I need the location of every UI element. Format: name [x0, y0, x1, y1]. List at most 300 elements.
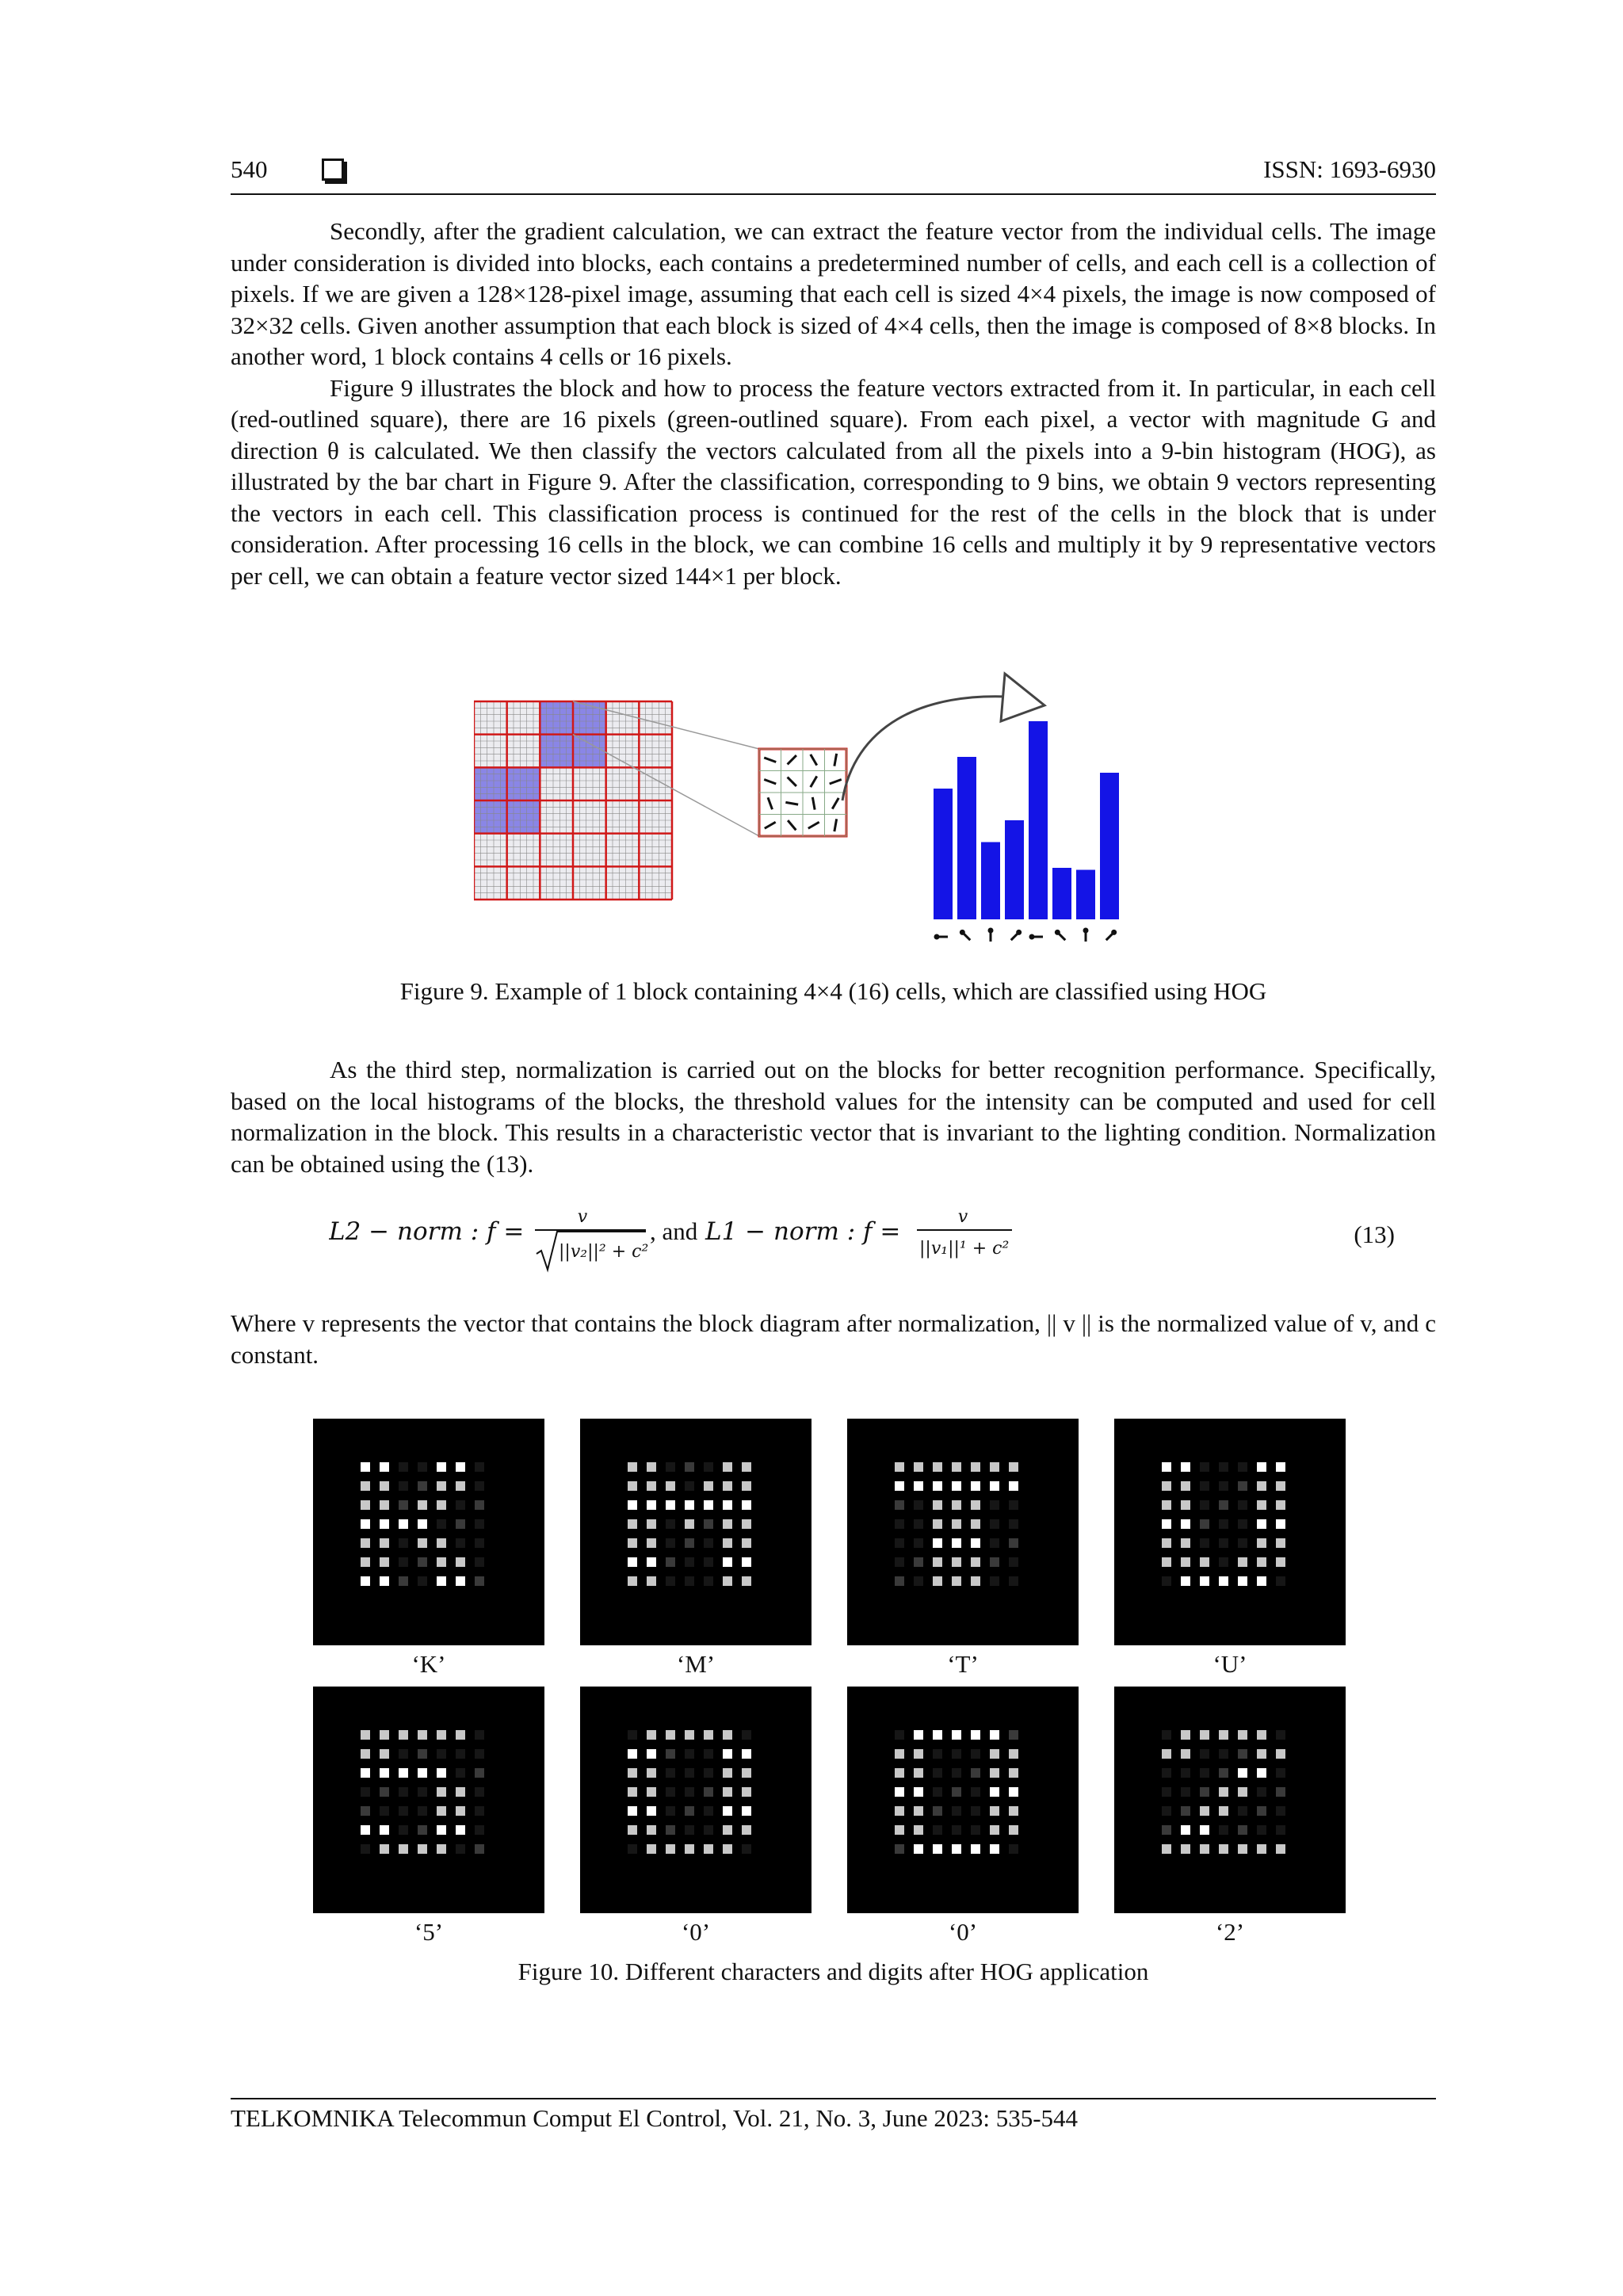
hog-cell-dot [628, 1576, 637, 1586]
hog-cell-dot [628, 1538, 637, 1548]
hog-cell-dot [914, 1538, 923, 1548]
hog-cell-dot [933, 1481, 942, 1491]
hog-cell-dot [380, 1557, 389, 1567]
hog-cell-dot [1257, 1519, 1266, 1529]
hog-cell-dot [971, 1768, 980, 1778]
hog-cell-dot [704, 1730, 713, 1740]
curved-arrow [842, 697, 1021, 800]
hog-cell-dot [685, 1825, 694, 1835]
hog-cell-dot [647, 1844, 656, 1854]
hog-cell-dot [914, 1844, 923, 1854]
hog-cell-dot [971, 1462, 980, 1472]
hog-cell-dot [475, 1844, 484, 1854]
hog-cell-dot [628, 1749, 637, 1759]
hog-cell-dot [1181, 1538, 1190, 1548]
paragraph-1: Secondly, after the gradient calculation, we can extract the feature vector from the individual cells. The image under consideration is divided into blocks, each contains a predetermined number of cells, and each cell is a collection of pixels. If we are given a 128×128-pixel image, assuming that each cell is sized 4×4 pixels, the image is now composed of 32×32 cells. Given another assumption that each block is sized of 4×4 cells, then the image is composed of 8×8 blocks. In another word, 1 block contains 4 cells or 16 pixels. [231, 217, 1436, 370]
hog-cell-dot [418, 1787, 427, 1797]
hog-cell-dot [418, 1806, 427, 1816]
hog-cell-dot [704, 1825, 713, 1835]
hog-cell-dot [723, 1557, 732, 1567]
hog-cell-dot [1200, 1519, 1209, 1529]
hog-cell-dot [952, 1787, 961, 1797]
hog-cell-dot [1276, 1538, 1285, 1548]
hog-cell-dot [418, 1844, 427, 1854]
hog-cell-dot [1181, 1519, 1190, 1529]
hog-cell-dot [380, 1538, 389, 1548]
l2-norm-lhs: L2 − norm : f = [329, 1217, 525, 1246]
l1-denominator: ||v₁||¹ + c² [919, 1239, 1010, 1259]
hog-cell-dot [704, 1462, 713, 1472]
hog-cell-dot [933, 1806, 942, 1816]
paragraph-3: As the third step, normalization is carried out on the blocks for better recognition performance. Specifically, based on the local histograms of the blocks, the threshold values for the intensity can be computed and used for cell normalization in the block. This results in a characteristic vector that is invariant to the lighting condition. Normalization can be obtained using the (13). [231, 1056, 1436, 1178]
hog-cell-dot [971, 1576, 980, 1586]
hog-cell-dot [704, 1557, 713, 1567]
hog-cell-dot [380, 1576, 389, 1586]
hog-dot-pattern [847, 1687, 1079, 1913]
hog-cell-dot [666, 1481, 675, 1491]
hog-cell-dot [380, 1787, 389, 1797]
hog-character-image [580, 1419, 812, 1645]
hog-cell-dot [437, 1538, 446, 1548]
hog-cell-dot [437, 1557, 446, 1567]
hog-cell-dot [1162, 1538, 1171, 1548]
hog-cell-dot [628, 1844, 637, 1854]
hog-cell-dot [952, 1462, 961, 1472]
hog-cell-dot [1181, 1576, 1190, 1586]
hog-cell-dot [990, 1730, 999, 1740]
hog-cell-dot [914, 1730, 923, 1740]
hog-cell-dot [1238, 1500, 1247, 1510]
hog-cell-dot [437, 1462, 446, 1472]
hog-cell-dot [742, 1787, 751, 1797]
hog-cell-dot [990, 1768, 999, 1778]
l1-norm-lhs: L1 − norm : f = [705, 1217, 901, 1246]
hog-cell-dot [437, 1768, 446, 1778]
hog-cell-dot [704, 1787, 713, 1797]
hog-cell-dot [628, 1825, 637, 1835]
hog-cell-dot [1219, 1538, 1228, 1548]
hog-cell-dot [399, 1557, 408, 1567]
page-header [231, 152, 1436, 192]
hog-cell-dot [1200, 1730, 1209, 1740]
hog-cell-dot [1219, 1481, 1228, 1491]
hog-cell-dot [628, 1557, 637, 1567]
hog-cell-dot [742, 1844, 751, 1854]
hog-cell-dot [437, 1787, 446, 1797]
hog-cell-dot [361, 1749, 370, 1759]
hog-cell-dot [1181, 1730, 1190, 1740]
hog-cell-dot [971, 1481, 980, 1491]
hog-cell-dot [685, 1749, 694, 1759]
hog-cell-dot [1009, 1768, 1018, 1778]
hog-cell-dot [475, 1576, 484, 1586]
hog-cell-dot [971, 1500, 980, 1510]
hog-cell-dot [456, 1500, 465, 1510]
hog-cell-dot [895, 1481, 904, 1491]
hog-cell-dot [990, 1844, 999, 1854]
hog-cell-dot [399, 1730, 408, 1740]
hog-cell-dot [1238, 1519, 1247, 1529]
hog-cell-dot [1181, 1768, 1190, 1778]
hog-cell-dot [647, 1462, 656, 1472]
hog-cell-dot [971, 1787, 980, 1797]
hog-cell-dot [456, 1787, 465, 1797]
hog-cell-dot [952, 1730, 961, 1740]
hog-cell-dot [1276, 1787, 1285, 1797]
hog-cell-dot [914, 1806, 923, 1816]
hog-cell-dot [1181, 1787, 1190, 1797]
hog-cell-dot [380, 1462, 389, 1472]
hog-cell-dot [361, 1768, 370, 1778]
hog-cell-dot [1276, 1730, 1285, 1740]
hog-cell-dot [1162, 1730, 1171, 1740]
page-number: 540 [231, 155, 268, 183]
hog-cell-dot [456, 1730, 465, 1740]
hog-cell-dot [1219, 1519, 1228, 1529]
hog-cell-dot [723, 1825, 732, 1835]
hog-cell-dot [990, 1749, 999, 1759]
hog-cell-dot [895, 1787, 904, 1797]
hog-cell-dot [361, 1825, 370, 1835]
hog-cell-dot [1257, 1749, 1266, 1759]
hog-character-image [580, 1687, 812, 1913]
hog-cell-dot [895, 1462, 904, 1472]
hog-cell-dot [666, 1519, 675, 1529]
highlighted-cell [474, 800, 507, 834]
hog-cell-dot [666, 1768, 675, 1778]
hog-cell-dot [1238, 1576, 1247, 1586]
hog-cell-dot [685, 1557, 694, 1567]
character-label: ‘K’ [411, 1650, 446, 1678]
hog-cell-dot [990, 1538, 999, 1548]
hog-histogram-bars [934, 721, 1119, 919]
hog-cell-dot [1181, 1825, 1190, 1835]
figure-10-grid [313, 1419, 1343, 1946]
hog-cell-dot [418, 1538, 427, 1548]
hog-cell-dot [723, 1844, 732, 1854]
hog-cell-dot [742, 1481, 751, 1491]
hog-cell-dot [1238, 1481, 1247, 1491]
hog-cell-dot [914, 1787, 923, 1797]
hog-cell-dot [1257, 1730, 1266, 1740]
hog-cell-dot [647, 1749, 656, 1759]
hog-cell-dot [990, 1787, 999, 1797]
hog-cell-dot [914, 1481, 923, 1491]
hog-cell-dot [666, 1500, 675, 1510]
hog-cell-dot [628, 1768, 637, 1778]
hog-cell-dot [456, 1844, 465, 1854]
hog-cell-dot [437, 1749, 446, 1759]
histogram-bar [981, 842, 1000, 920]
hog-cell-dot [628, 1481, 637, 1491]
hog-cell-dot [437, 1844, 446, 1854]
hog-cell-dot [952, 1557, 961, 1567]
hog-cell-dot [742, 1768, 751, 1778]
hog-cell-dot [952, 1825, 961, 1835]
hog-cell-dot [742, 1825, 751, 1835]
where-paragraph [231, 1308, 1436, 1370]
hog-cell-dot [685, 1538, 694, 1548]
hog-cell-dot [952, 1768, 961, 1778]
equation-13-formula [329, 1205, 1121, 1280]
hog-cell-dot [971, 1538, 980, 1548]
hog-cell-dot [418, 1481, 427, 1491]
character-label: ‘M’ [676, 1650, 716, 1678]
hog-cell-dot [361, 1844, 370, 1854]
hog-cell-dot [952, 1519, 961, 1529]
hog-cell-dot [1219, 1844, 1228, 1854]
hog-cell-dot [475, 1730, 484, 1740]
hog-cell-dot [380, 1806, 389, 1816]
hog-cell-dot [723, 1462, 732, 1472]
hog-cell-dot [380, 1730, 389, 1740]
header-rule [231, 193, 1436, 195]
hog-cell-dot [895, 1557, 904, 1567]
hog-cell-dot [1238, 1844, 1247, 1854]
hog-cell-dot [628, 1787, 637, 1797]
hog-cell-dot [1009, 1462, 1018, 1472]
hog-character-image [313, 1687, 544, 1913]
hog-cell-dot [1257, 1844, 1266, 1854]
hog-cell-dot [1009, 1519, 1018, 1529]
hog-cell-dot [361, 1557, 370, 1567]
hog-cell-dot [1257, 1768, 1266, 1778]
histogram-bar [1100, 773, 1119, 919]
hog-cell-dot [685, 1500, 694, 1510]
hog-cell-dot [704, 1806, 713, 1816]
hog-cell-dot [723, 1768, 732, 1778]
paragraph-4: Where v represents the vector that contains the block diagram after normalization, || v || is the normalized value of v, and c constant. [231, 1309, 1436, 1369]
hog-cell-dot [1219, 1500, 1228, 1510]
hog-cell-dot [1219, 1730, 1228, 1740]
hog-cell-dot [1181, 1500, 1190, 1510]
hog-cell-dot [399, 1538, 408, 1548]
hog-cell-dot [1162, 1519, 1171, 1529]
histogram-bar [1052, 868, 1071, 919]
hog-cell-dot [418, 1768, 427, 1778]
highlighted-cell [573, 701, 606, 735]
highlighted-cell [507, 800, 540, 834]
hog-cell-dot [895, 1749, 904, 1759]
hog-cell-dot [723, 1787, 732, 1797]
hog-cell-dot [647, 1576, 656, 1586]
hog-cell-dot [685, 1481, 694, 1491]
hog-cell-dot [685, 1787, 694, 1797]
hog-cell-dot [437, 1806, 446, 1816]
hog-cell-dot [704, 1768, 713, 1778]
hog-cell-dot [361, 1730, 370, 1740]
hog-cell-dot [1238, 1557, 1247, 1567]
character-label: ‘U’ [1212, 1650, 1247, 1678]
hog-cell-dot [1200, 1576, 1209, 1586]
hog-cell-dot [933, 1538, 942, 1548]
hog-cell-dot [418, 1730, 427, 1740]
hog-cell-dot [1238, 1462, 1247, 1472]
hog-cell-dot [1238, 1768, 1247, 1778]
hog-cell-dot [1162, 1768, 1171, 1778]
hog-cell-dot [723, 1806, 732, 1816]
hog-cell-dot [399, 1844, 408, 1854]
hog-cell-dot [933, 1768, 942, 1778]
hog-cell-dot [456, 1749, 465, 1759]
hog-cell-dot [704, 1749, 713, 1759]
hog-cell-dot [971, 1519, 980, 1529]
character-label: ‘0’ [681, 1918, 711, 1946]
hog-cell-dot [971, 1749, 980, 1759]
hog-cell-dot [914, 1576, 923, 1586]
hog-cell-dot [1200, 1844, 1209, 1854]
hog-cell-dot [1009, 1538, 1018, 1548]
hog-cell-dot [647, 1500, 656, 1510]
hog-cell-dot [647, 1481, 656, 1491]
hog-cell-dot [933, 1844, 942, 1854]
hog-cell-dot [456, 1557, 465, 1567]
hog-cell-dot [361, 1500, 370, 1510]
hog-cell-dot [666, 1576, 675, 1586]
hog-cell-dot [895, 1825, 904, 1835]
hog-cell-dot [666, 1844, 675, 1854]
hog-cell-dot [1257, 1500, 1266, 1510]
hog-cell-dot [437, 1481, 446, 1491]
hog-cell-dot [742, 1538, 751, 1548]
hog-cell-dot [647, 1557, 656, 1567]
hog-cell-dot [1257, 1557, 1266, 1567]
hog-cell-dot [475, 1462, 484, 1472]
figure-9-caption: Figure 9. Example of 1 block containing 4×4 (16) cells, which are classified using HOG [399, 977, 1267, 1005]
hog-cell-dot [456, 1462, 465, 1472]
l1-numerator: v [957, 1207, 968, 1227]
hog-cell-dot [399, 1576, 408, 1586]
hog-cell-dot [1219, 1557, 1228, 1567]
hog-cell-dot [895, 1519, 904, 1529]
hog-cell-dot [742, 1500, 751, 1510]
hog-cell-dot [990, 1500, 999, 1510]
hog-cell-dot [1200, 1557, 1209, 1567]
hog-cell-dot [1276, 1825, 1285, 1835]
hog-cell-dot [380, 1500, 389, 1510]
hog-dot-pattern [313, 1419, 544, 1645]
highlighted-cell [474, 767, 507, 800]
hog-cell-dot [1200, 1462, 1209, 1472]
hog-cell-dot [647, 1519, 656, 1529]
hog-cell-dot [456, 1481, 465, 1491]
hog-cell-dot [1162, 1462, 1171, 1472]
hog-cell-dot [418, 1462, 427, 1472]
hog-cell-dot [628, 1462, 637, 1472]
equation-and: , and [650, 1217, 698, 1245]
bin-arrowhead [1083, 928, 1089, 934]
hog-cell-dot [742, 1749, 751, 1759]
hog-cell-dot [456, 1538, 465, 1548]
hog-cell-dot [952, 1500, 961, 1510]
hog-cell-dot [952, 1844, 961, 1854]
hog-cell-dot [895, 1844, 904, 1854]
hog-cell-dot [1238, 1825, 1247, 1835]
hog-cell-dot [647, 1538, 656, 1548]
intro-paragraphs [231, 216, 1436, 591]
hog-cell-dot [361, 1787, 370, 1797]
hog-cell-dot [456, 1768, 465, 1778]
normalization-paragraphs [231, 1054, 1436, 1179]
hog-cell-dot [418, 1749, 427, 1759]
hog-cell-dot [685, 1768, 694, 1778]
hog-cell-dot [628, 1500, 637, 1510]
hog-cell-dot [399, 1481, 408, 1491]
hog-cell-dot [399, 1462, 408, 1472]
hog-cell-dot [933, 1730, 942, 1740]
hog-dot-pattern [847, 1419, 1079, 1645]
hog-cell-dot [399, 1768, 408, 1778]
hog-cell-dot [418, 1557, 427, 1567]
hog-dot-pattern [580, 1687, 812, 1913]
hog-cell-dot [1219, 1787, 1228, 1797]
hog-cell-dot [1200, 1806, 1209, 1816]
hog-cell-dot [647, 1825, 656, 1835]
square-bullet-icon [322, 159, 344, 181]
hog-cell-dot [723, 1749, 732, 1759]
hog-cell-dot [1200, 1787, 1209, 1797]
hog-cell-dot [1257, 1538, 1266, 1548]
hog-dot-pattern [580, 1419, 812, 1645]
hog-cell-dot [723, 1500, 732, 1510]
l2-denominator: ||v₂||² + c² [559, 1242, 649, 1262]
hog-cell-dot [990, 1481, 999, 1491]
hog-cell-dot [1162, 1557, 1171, 1567]
hog-cell-dot [1009, 1749, 1018, 1759]
hog-cell-dot [647, 1768, 656, 1778]
hog-cell-dot [914, 1825, 923, 1835]
hog-cell-dot [1162, 1825, 1171, 1835]
hog-cell-dot [1257, 1787, 1266, 1797]
hog-cell-dot [685, 1806, 694, 1816]
hog-cell-dot [361, 1806, 370, 1816]
hog-cell-dot [475, 1481, 484, 1491]
hog-cell-dot [895, 1538, 904, 1548]
hog-cell-dot [952, 1538, 961, 1548]
hog-cell-dot [418, 1500, 427, 1510]
hog-cell-dot [666, 1557, 675, 1567]
hog-cell-dot [971, 1825, 980, 1835]
hog-cell-dot [361, 1462, 370, 1472]
hog-cell-dot [361, 1481, 370, 1491]
hog-cell-dot [1009, 1730, 1018, 1740]
hog-cell-dot [399, 1749, 408, 1759]
histogram-bar [934, 789, 953, 919]
hog-cell-dot [1181, 1806, 1190, 1816]
hog-cell-dot [1276, 1500, 1285, 1510]
hog-cell-dot [1276, 1844, 1285, 1854]
hog-cell-dot [1009, 1481, 1018, 1491]
equation-number: (13) [1354, 1221, 1395, 1248]
hog-cell-dot [971, 1844, 980, 1854]
hog-cell-dot [1238, 1806, 1247, 1816]
hog-cell-dot [933, 1519, 942, 1529]
hog-cell-dot [1009, 1825, 1018, 1835]
hog-cell-dot [723, 1519, 732, 1529]
hog-cell-dot [914, 1768, 923, 1778]
l2-numerator: v [577, 1207, 588, 1227]
hog-cell-dot [895, 1806, 904, 1816]
hog-cell-dot [990, 1576, 999, 1586]
histogram-bar [957, 757, 976, 919]
hog-cell-dot [647, 1806, 656, 1816]
hog-cell-dot [475, 1500, 484, 1510]
hog-cell-dot [1219, 1462, 1228, 1472]
hog-cell-dot [1257, 1806, 1266, 1816]
hog-cell-dot [895, 1768, 904, 1778]
hog-cell-dot [475, 1538, 484, 1548]
highlighted-cell [573, 735, 606, 768]
